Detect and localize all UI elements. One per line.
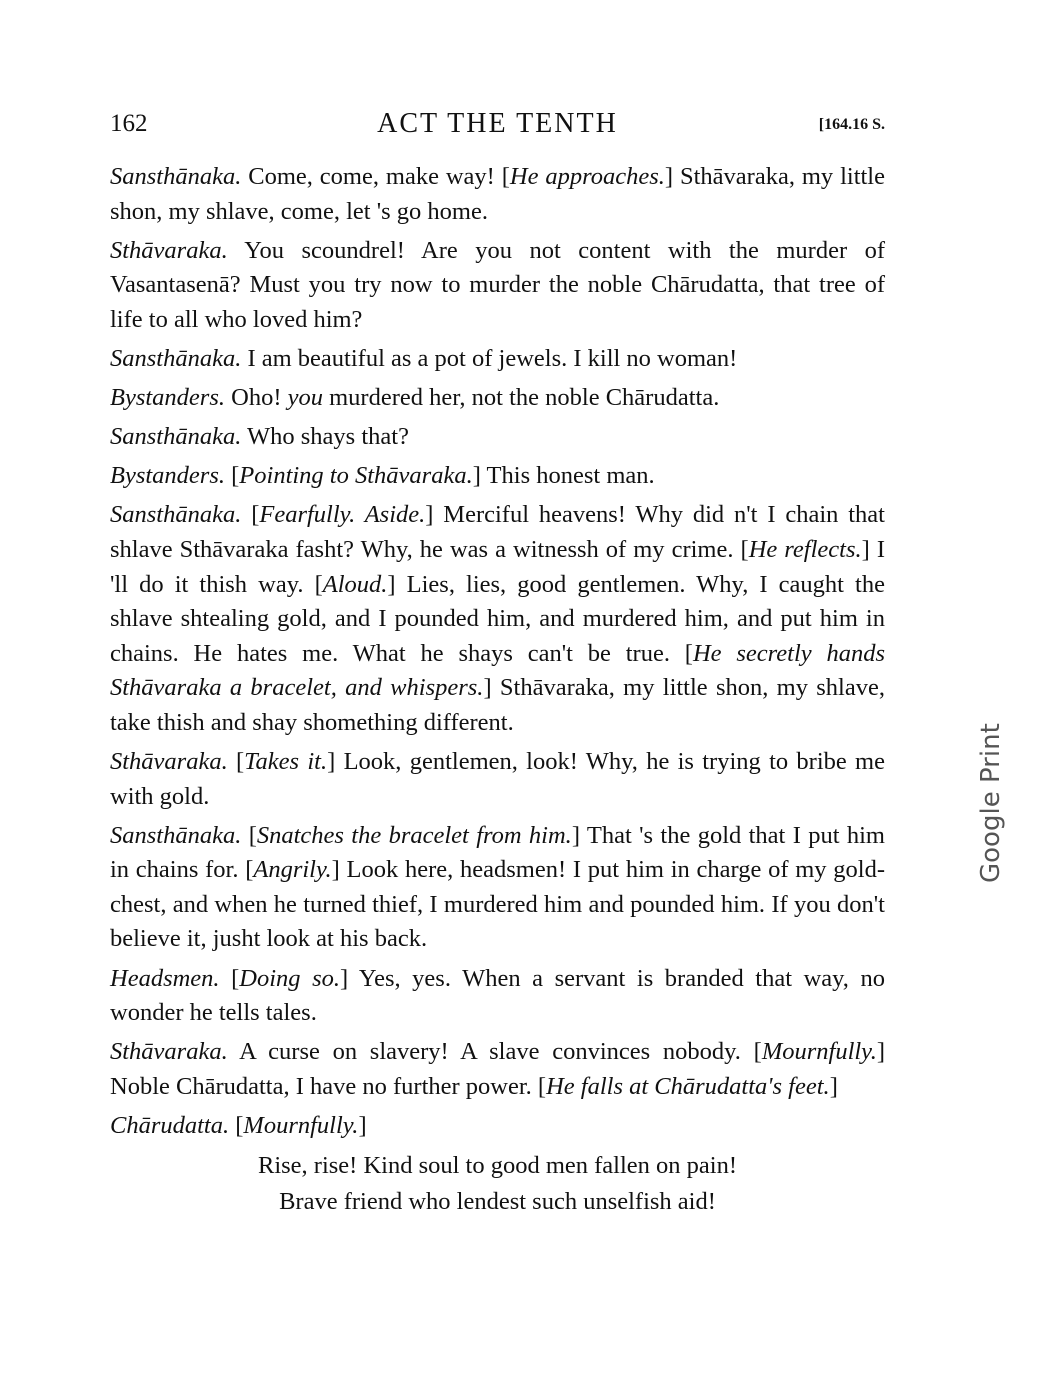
speaker-name: Chārudatta. xyxy=(110,1111,230,1139)
speaker-name: Sansthānaka. xyxy=(110,821,242,849)
speech-text: I am beautiful as a pot of jewels. I kill no woman! xyxy=(241,344,738,372)
stage-direction: Pointing to Sthāvaraka. xyxy=(239,462,473,490)
speech-text: ] That 's the gold that I put him in chains for. [ xyxy=(110,821,885,884)
verse-line: Rise, rise! Kind soul to good men fallen on pain! xyxy=(257,1152,738,1180)
speech-text: Oho! xyxy=(225,384,288,412)
stage-direction: Fearfully. Aside. xyxy=(259,501,426,529)
speaker-name: Sthāvaraka. xyxy=(110,1038,228,1066)
speaker-name: Sthāvaraka. xyxy=(110,236,228,264)
speech-text: Come, come, make way! [ xyxy=(241,163,510,190)
speech xyxy=(110,1109,885,1144)
speaker-name: Sansthānaka. xyxy=(110,423,242,451)
speech-text: ] I 'll do it thish way. [ xyxy=(110,535,885,598)
speech-text: ] Sthāvaraka, my little shon, my shlave, come, let 's go home. xyxy=(110,163,885,225)
speech xyxy=(110,745,885,814)
watermark-text: Google Print xyxy=(976,723,1006,883)
speaker-name: Sthāvaraka. xyxy=(110,748,228,775)
running-title: ACT THE TENTH xyxy=(377,108,618,139)
speaker-name: Bystanders. xyxy=(110,462,225,490)
speech-text: ] Look, gentlemen, look! Why, he is trying to bribe me with gold. xyxy=(110,748,885,810)
speech xyxy=(110,1035,885,1104)
speech-text: You scoundrel! Are you not content with the murder of Vasantasenā? Must you try now to murder the noble Chārudatta, that tree of life to all who loved him? xyxy=(110,236,885,333)
speech-text: [ xyxy=(225,462,240,490)
speech-text: ] xyxy=(358,1111,367,1139)
speech xyxy=(110,819,885,957)
verse-line: Brave friend who lendest such unselfish aid! xyxy=(279,1188,716,1216)
speech-text: ] Look here, headsmen! I put him in charge of my gold-chest, and when he turned thief, I murdered him and pounded him. If you don't believe it, jusht look at his back. xyxy=(110,856,885,953)
speaker-name: Sansthānaka. xyxy=(110,501,242,529)
speech-text: ] Noble Chārudatta, I have no further power. [ xyxy=(110,1038,885,1100)
stage-direction: Takes it. xyxy=(244,748,328,775)
speech-text: ] xyxy=(829,1072,838,1100)
speech-text: [ xyxy=(227,748,245,775)
watermark xyxy=(940,713,1040,883)
page-number: 162 xyxy=(110,110,148,137)
stage-direction: you xyxy=(287,384,323,412)
dialogue xyxy=(110,160,885,1144)
speech-text: [ xyxy=(229,1111,244,1139)
page-header xyxy=(110,108,885,144)
speech-text: [ xyxy=(241,821,257,849)
speech-text: ] This honest man. xyxy=(472,462,655,490)
stage-direction: He falls at Chārudatta's feet. xyxy=(546,1072,830,1100)
speech-text: [ xyxy=(241,501,260,529)
stage-direction: Aloud. xyxy=(322,570,388,598)
speech-text: ] Merciful heavens! Why did n't I chain that shlave Sthāvaraka fasht? Why, he was a witnessh of my crime. [ xyxy=(110,501,885,563)
stage-direction: He secretly hands Sthāvaraka a bracelet, and whispers. xyxy=(110,639,885,702)
speech xyxy=(110,342,885,377)
speech-text: ] Lies, lies, good gentlemen. Why, I caught the shlave shtealing gold, and I pounded him, and murdered him, and put him in chains. He hates me. What he shays can't be true. [ xyxy=(110,570,885,667)
speech-text: Who shays that? xyxy=(241,423,409,451)
speaker-name: Sansthānaka. xyxy=(110,163,242,190)
stage-direction: He approaches. xyxy=(509,163,665,190)
stage-direction: Mournfully. xyxy=(761,1038,877,1066)
stage-direction: Angrily. xyxy=(253,856,332,884)
speech xyxy=(110,498,885,740)
speech-text: ] Yes, yes. When a servant is branded that way, no wonder he tells tales. xyxy=(110,964,885,1027)
speech xyxy=(110,381,885,416)
speech-text: ] Sthāvaraka, my little shon, my shlave, take thish and shay shomething different. xyxy=(110,674,885,736)
speech-text: murdered her, not the noble Chārudatta. xyxy=(322,384,720,412)
speaker-name: Sansthānaka. xyxy=(110,344,242,372)
stage-direction: He reflects. xyxy=(748,535,862,563)
speaker-name: Bystanders. xyxy=(110,384,225,412)
speech-text: A curse on slavery! A slave convinces nobody. [ xyxy=(227,1038,762,1066)
speaker-name: Headsmen. xyxy=(110,964,220,992)
stage-direction: Snatches the bracelet from him. xyxy=(256,821,572,849)
page-text xyxy=(110,160,885,1220)
stage-direction: Mournfully. xyxy=(243,1111,359,1139)
speech xyxy=(110,962,885,1031)
speech-text: [ xyxy=(219,964,240,992)
speech xyxy=(110,459,885,494)
verse xyxy=(110,1148,885,1220)
section-reference: [164.16 S. xyxy=(818,116,885,133)
speech xyxy=(110,234,885,338)
stage-direction: Doing so. xyxy=(239,964,341,992)
speech xyxy=(110,420,885,455)
speech xyxy=(110,160,885,229)
